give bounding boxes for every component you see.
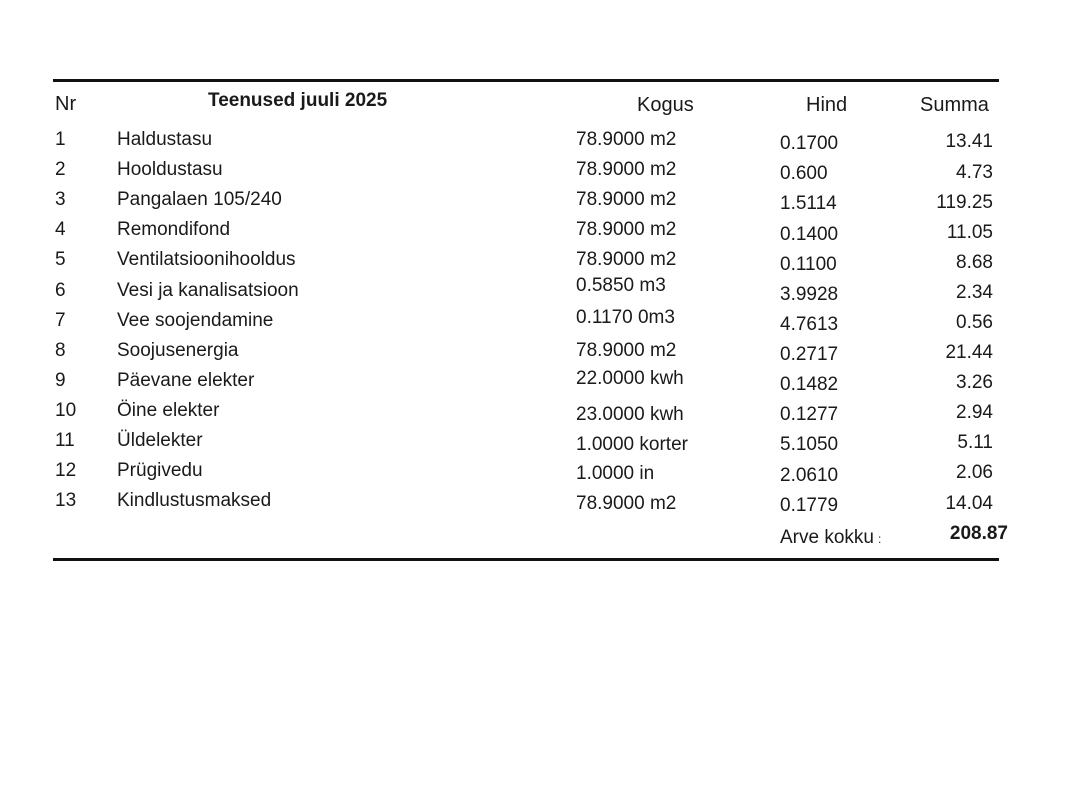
total-value: 208.87 [949,523,1008,544]
row-service-name: Vesi ja kanalisatsioon [117,280,299,301]
row-quantity: 1.0000 korter [576,434,688,455]
row-quantity: 23.0000 kwh [576,404,684,425]
row-price: 1.5114 [780,193,837,214]
top-rule [53,79,999,82]
row-nr: 6 [55,280,66,301]
row-service-name: Prügivedu [117,460,203,481]
row-service-name: Pangalaen 105/240 [117,189,282,210]
row-quantity: 78.9000 m2 [576,340,677,361]
row-nr: 7 [55,310,66,331]
row-quantity: 0.5850 m3 [576,275,666,296]
row-sum: 8.68 [956,252,993,273]
row-service-name: Üldelekter [117,430,203,451]
row-price: 0.1700 [780,133,839,154]
row-price: 4.7613 [780,314,839,335]
row-quantity: 78.9000 m2 [576,159,677,180]
row-sum: 0.56 [956,312,993,333]
row-sum: 3.26 [956,372,993,393]
row-price: 3.9928 [780,284,839,305]
bottom-rule [53,558,999,561]
row-quantity: 78.9000 m2 [576,189,677,210]
row-service-name: Päevane elekter [117,370,255,391]
row-nr: 4 [55,219,66,240]
row-nr: 12 [55,460,77,481]
row-nr: 1 [55,129,66,150]
row-price: 5.1050 [780,434,839,455]
row-price: 0.1100 [780,254,837,275]
header-sum: Summa [920,94,989,116]
row-service-name: Ventilatsioonihooldus [117,249,296,270]
header-title: Teenused juuli 2025 [208,90,388,111]
row-service-name: Soojusenergia [117,340,239,361]
row-sum: 5.11 [957,432,993,453]
total-colon: : [877,532,882,546]
row-service-name: Vee soojendamine [117,310,274,331]
row-price: 0.1277 [780,404,839,425]
row-quantity: 78.9000 m2 [576,249,677,270]
row-price: 0.1779 [780,495,839,516]
row-nr: 13 [55,490,77,511]
row-sum: 14.04 [945,493,993,514]
header-nr: Nr [55,93,77,115]
total-label-text: Arve kokku [780,527,874,548]
row-nr: 2 [55,159,66,180]
row-nr: 9 [55,370,66,391]
row-sum: 4.73 [956,162,993,183]
row-quantity: 22.0000 kwh [576,368,684,389]
row-price: 0.1482 [780,374,839,395]
row-nr: 3 [55,189,66,210]
header-qty: Kogus [637,94,694,116]
row-service-name: Kindlustusmaksed [117,490,272,511]
row-service-name: Öine elekter [117,400,220,421]
row-nr: 11 [55,430,75,451]
row-sum: 2.06 [956,462,993,483]
row-sum: 13.41 [945,131,993,152]
row-sum: 11.05 [946,222,993,243]
row-price: 0.1400 [780,224,839,245]
row-quantity: 1.0000 in [576,463,655,484]
row-service-name: Hooldustasu [117,159,223,180]
total-label [780,527,881,550]
row-nr: 5 [55,249,66,270]
row-quantity: 78.9000 m2 [576,493,677,514]
row-nr: 8 [55,340,66,361]
row-nr: 10 [55,400,77,421]
row-quantity: 78.9000 m2 [576,219,677,240]
row-service-name: Remondifond [117,219,231,240]
row-sum: 2.34 [956,282,993,303]
row-sum: 21.44 [945,342,993,363]
row-price: 2.0610 [780,465,839,486]
row-price: 0.600 [780,163,828,184]
header-price: Hind [806,94,848,116]
row-sum: 2.94 [956,402,993,423]
row-quantity: 78.9000 m2 [576,129,677,150]
row-service-name: Haldustasu [117,129,213,150]
row-price: 0.2717 [780,344,839,365]
row-quantity: 0.1170 0m3 [576,307,675,328]
row-sum: 119.25 [936,192,993,213]
